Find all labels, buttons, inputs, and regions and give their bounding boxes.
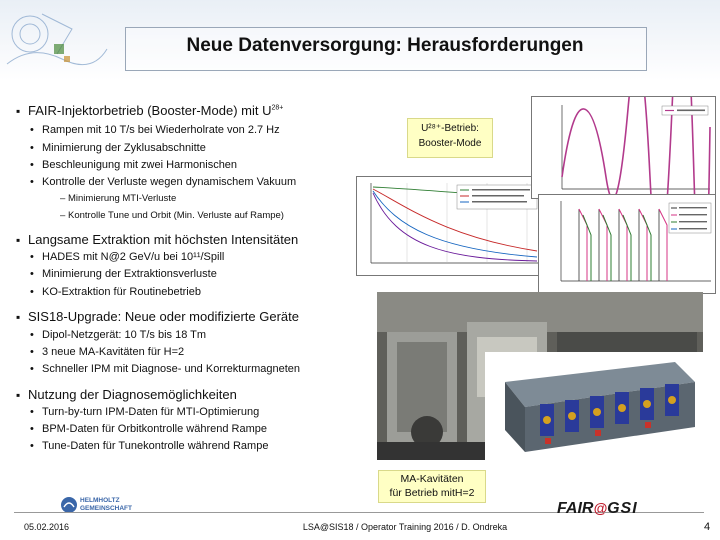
helmholtz-line-2: GEMEINSCHAFT bbox=[80, 505, 132, 512]
cavity-cad-image bbox=[485, 352, 703, 462]
list-item: • Minimierung der Extraktionsverluste bbox=[30, 268, 217, 280]
fair-logo: FAIR bbox=[557, 500, 594, 517]
booster-mode-callout: U²⁸⁺-Betrieb: Booster-Mode bbox=[407, 118, 493, 158]
list-item: • HADES mit N@2 GeV/u bei 10¹¹/Spill bbox=[30, 251, 224, 263]
sub-list-item: – Minimierung MTI-Verluste bbox=[60, 193, 176, 204]
footer-date: 05.02.2016 bbox=[24, 522, 70, 532]
section-4-heading: ▪ Nutzung der Diagnosemöglichkeiten bbox=[16, 387, 237, 402]
list-item: • Schneller IPM mit Diagnose- und Korrekturmagneten bbox=[30, 363, 300, 375]
footer-center-text: LSA@SIS18 / Operator Training 2016 / D. Ondreka bbox=[302, 522, 508, 532]
page-title: Neue Datenversorgung: Herausforderungen bbox=[186, 35, 584, 56]
cavity-callout: MA-Kavitäten für Betrieb mitH=2 bbox=[378, 470, 486, 503]
page-number: 4 bbox=[704, 521, 711, 533]
list-item: • BPM-Daten für Orbitkontrolle während Rampe bbox=[30, 423, 267, 435]
list-item: • Minimierung der Zyklusabschnitte bbox=[30, 142, 206, 154]
section-3-heading: ▪ SIS18-Upgrade: Neue oder modifizierte Geräte bbox=[16, 309, 299, 324]
particle-number-chart-image bbox=[538, 194, 716, 294]
gsi-logo: GSI bbox=[607, 500, 638, 517]
logo-at-sign: @ bbox=[593, 500, 608, 516]
list-item: • Turn-by-turn IPM-Daten für MTI-Optimierung bbox=[30, 406, 259, 418]
list-item: • Rampen mit 10 T/s bei Wiederholrate von 2.7 Hz bbox=[30, 124, 280, 136]
section-1-heading bbox=[16, 103, 283, 118]
section-1-superscript: 28+ bbox=[271, 104, 284, 112]
section-1-label: FAIR-Injektorbetrieb (Booster-Mode) mit U bbox=[28, 103, 272, 118]
list-item: • Kontrolle der Verluste wegen dynamischem Vakuum bbox=[30, 176, 296, 188]
fair-gsi-logo bbox=[557, 500, 638, 518]
helmholtz-line-1: HELMHOLTZ bbox=[80, 497, 120, 504]
list-item: • 3 neue MA-Kavitäten für H=2 bbox=[30, 346, 184, 358]
ramp-sine-chart-image bbox=[531, 96, 716, 199]
list-item: • Tune-Daten für Tunekontrolle während Rampe bbox=[30, 440, 268, 452]
corner-decoration-image bbox=[2, 4, 112, 82]
list-item: • Beschleunigung mit zwei Harmonischen bbox=[30, 159, 237, 171]
section-2-heading: ▪ Langsame Extraktion mit höchsten Intensitäten bbox=[16, 232, 298, 247]
sub-list-item: – Kontrolle Tune und Orbit (Min. Verluste auf Rampe) bbox=[60, 210, 284, 221]
loss-chart-image bbox=[356, 176, 550, 276]
helmholtz-logo bbox=[80, 497, 132, 513]
list-item: • KO-Extraktion für Routinebetrieb bbox=[30, 286, 201, 298]
list-item: • Dipol-Netzgerät: 10 T/s bis 18 Tm bbox=[30, 329, 206, 341]
